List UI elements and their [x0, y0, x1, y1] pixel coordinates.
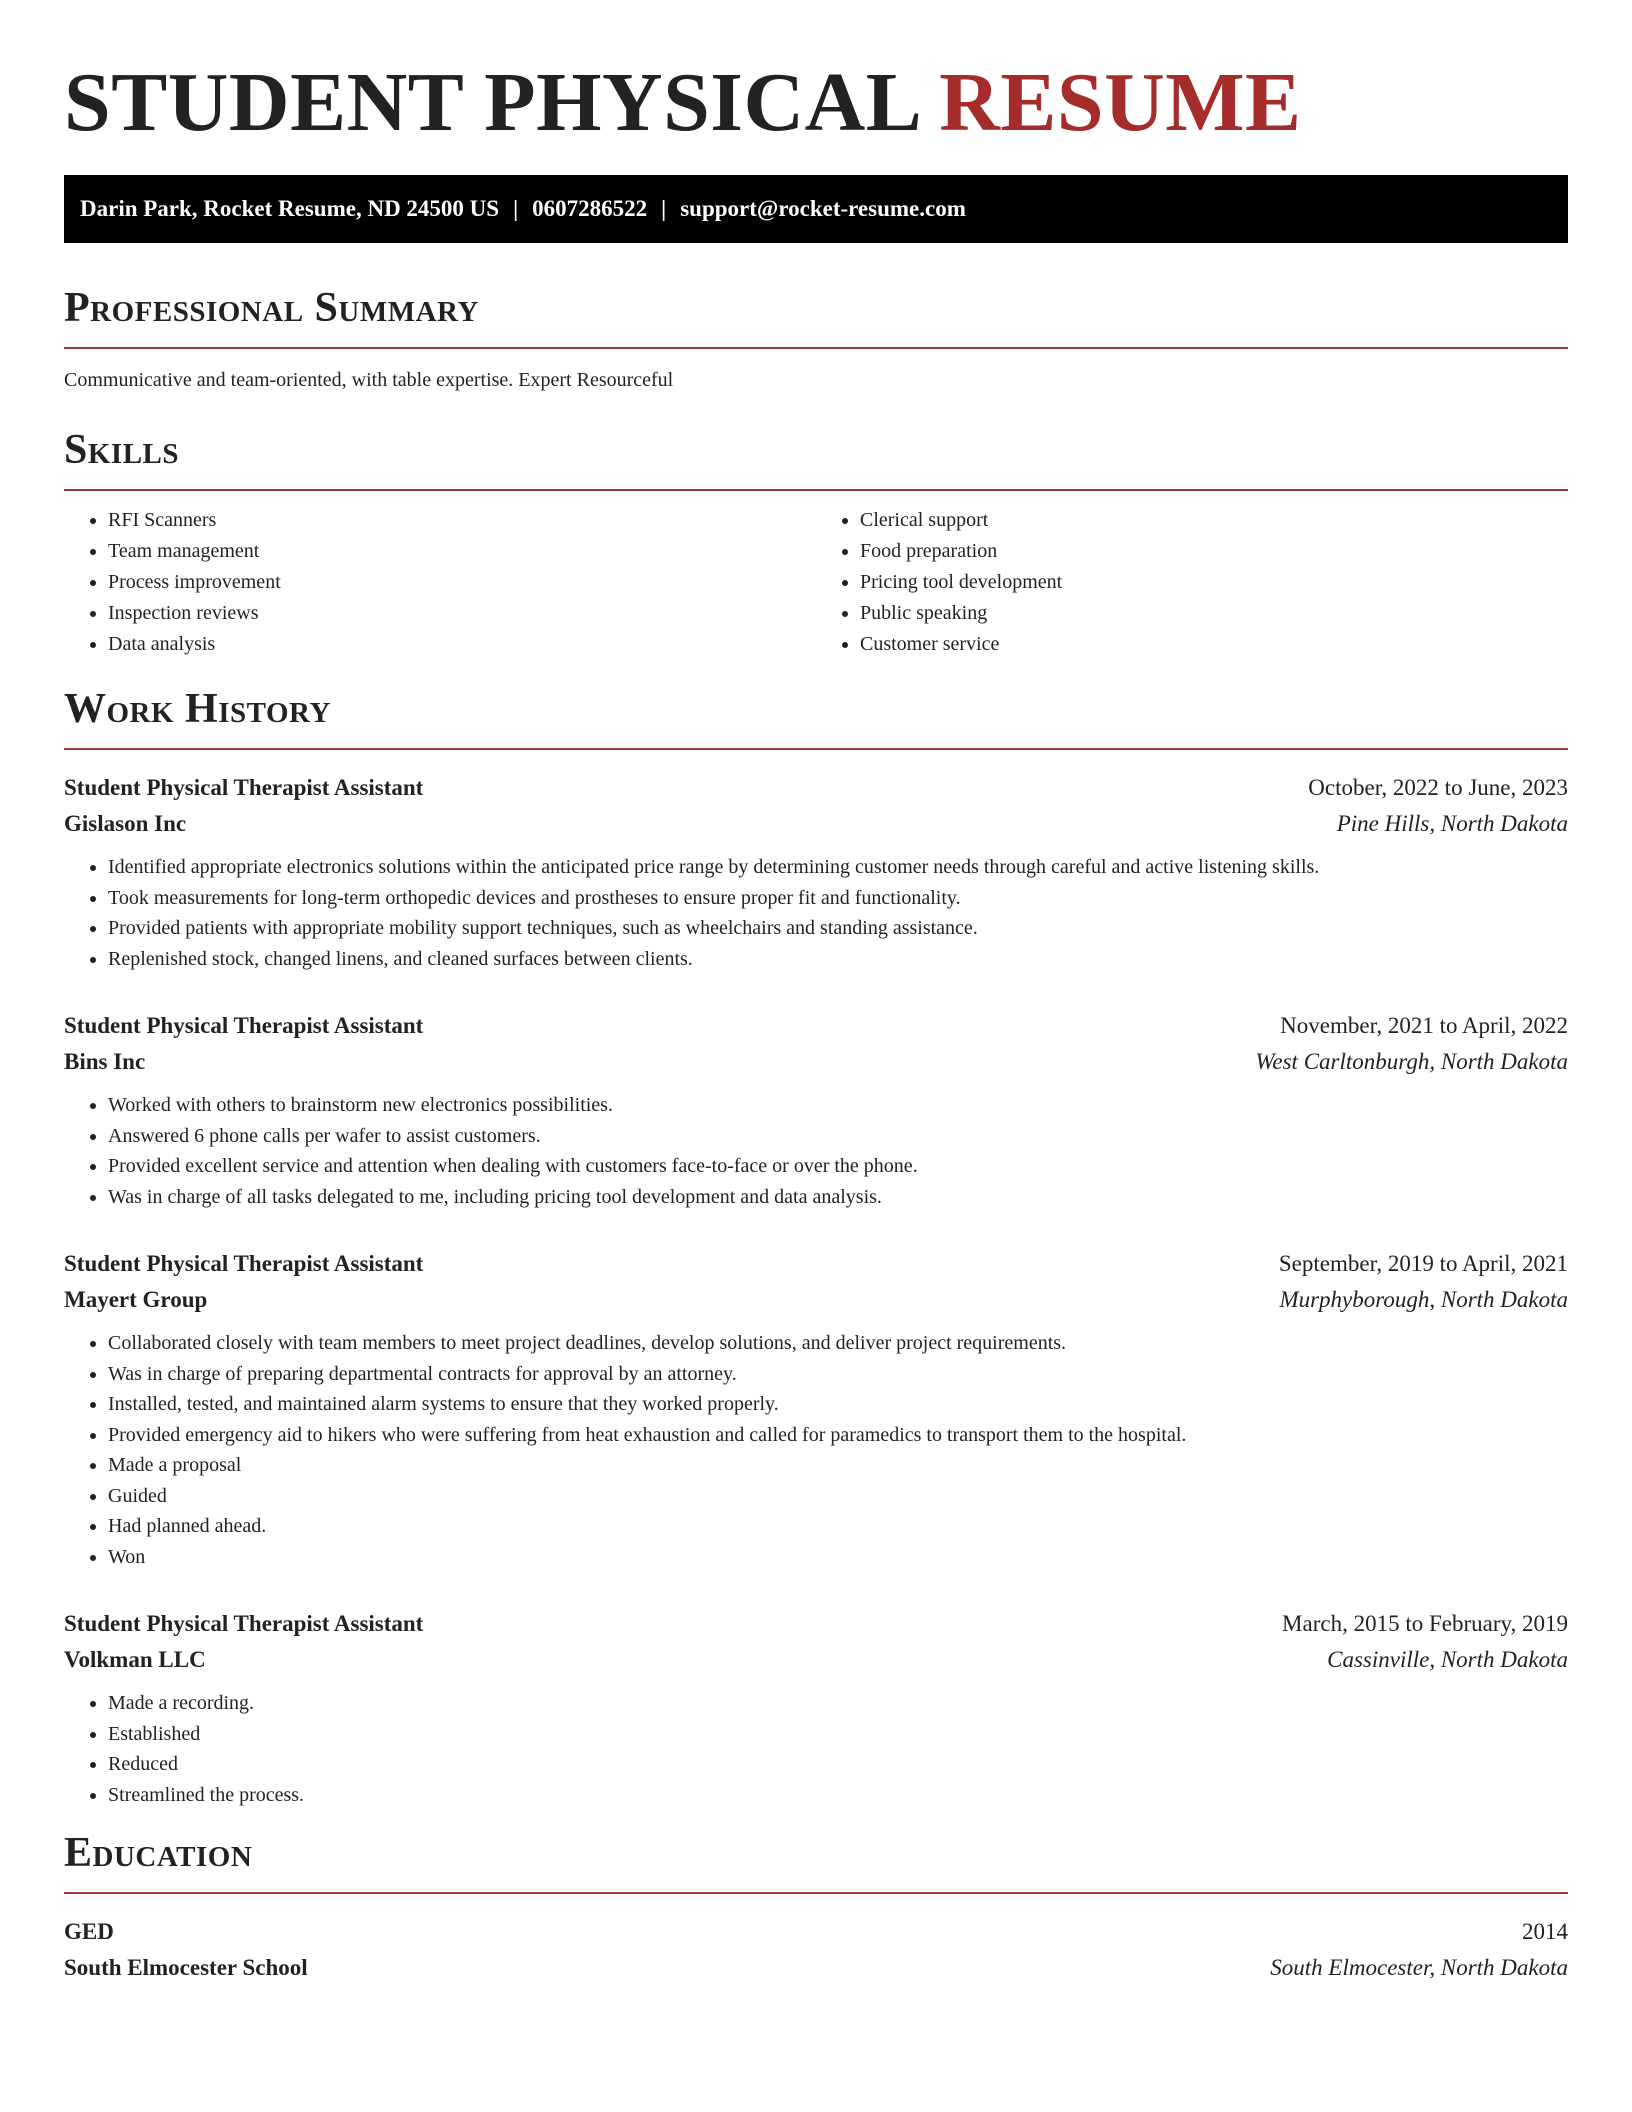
job-entry	[64, 1246, 1568, 1572]
job-location: Cassinville, North Dakota	[1327, 1647, 1568, 1672]
contact-address: Darin Park, Rocket Resume, ND 24500 US	[80, 196, 500, 221]
job-entry	[64, 770, 1568, 974]
job-bullet: • Won	[108, 1542, 1568, 1573]
skills-list-right	[816, 505, 1568, 660]
summary-heading: Professional Summary	[64, 283, 1568, 349]
job-bullet: • Identified appropriate electronics solutions within the anticipated price range by determining customer needs through careful and active listening skills.	[108, 852, 1568, 883]
skill-item: • Food preparation	[860, 536, 1568, 567]
job-bullet: • Made a recording.	[108, 1688, 1568, 1719]
education-location: South Elmocester, North Dakota	[1270, 1955, 1568, 1980]
job-entry	[64, 1606, 1568, 1810]
job-bullets	[64, 1090, 1568, 1212]
job-company: Bins Inc	[64, 1049, 146, 1074]
skill-item: • Data analysis	[108, 629, 816, 660]
job-location: Murphyborough, North Dakota	[1279, 1287, 1568, 1312]
job-bullets	[64, 1688, 1568, 1810]
job-bullet: • Answered 6 phone calls per wafer to assist customers.	[108, 1121, 1568, 1152]
job-bullet: • Guided	[108, 1481, 1568, 1512]
job-bullet: • Had planned ahead.	[108, 1511, 1568, 1542]
education-heading: Education	[64, 1828, 1568, 1894]
education-school: South Elmocester School	[64, 1955, 308, 1980]
job-bullet: • Took measurements for long-term orthopedic devices and prostheses to ensure proper fit and functionality.	[108, 883, 1568, 914]
work-heading: Work History	[64, 684, 1568, 750]
job-bullet: • Provided emergency aid to hikers who were suffering from heat exhaustion and called for paramedics to transport them to the hospital.	[108, 1420, 1568, 1451]
resume-title	[64, 0, 1568, 149]
contact-separator: |	[661, 196, 667, 221]
skill-item: • Process improvement	[108, 567, 816, 598]
job-bullet: • Made a proposal	[108, 1450, 1568, 1481]
job-dates: March, 2015 to February, 2019	[1282, 1611, 1568, 1636]
contact-phone: 0607286522	[532, 196, 648, 221]
job-bullet: • Provided patients with appropriate mobility support techniques, such as wheelchairs and standing assistance.	[108, 913, 1568, 944]
contact-bar	[64, 175, 1568, 243]
skill-item: • Inspection reviews	[108, 598, 816, 629]
skill-item: • Clerical support	[860, 505, 1568, 536]
job-title: Student Physical Therapist Assistant	[64, 1013, 424, 1038]
job-location: West Carltonburgh, North Dakota	[1255, 1049, 1568, 1074]
title-main: STUDENT PHYSICAL	[64, 56, 918, 149]
job-bullet: • Collaborated closely with team members to meet project deadlines, develop solutions, and deliver project requirements.	[108, 1328, 1568, 1359]
job-company: Gislason Inc	[64, 811, 187, 836]
summary-section	[64, 283, 1568, 395]
work-section	[64, 684, 1568, 1810]
education-year: 2014	[1522, 1919, 1568, 1944]
skill-item: • Pricing tool development	[860, 567, 1568, 598]
job-bullets	[64, 1328, 1568, 1572]
job-bullet: • Worked with others to brainstorm new electronics possibilities.	[108, 1090, 1568, 1121]
skill-item: • Team management	[108, 536, 816, 567]
job-company: Mayert Group	[64, 1287, 208, 1312]
job-bullets	[64, 852, 1568, 974]
job-company: Volkman LLC	[64, 1647, 206, 1672]
job-dates: September, 2019 to April, 2021	[1278, 1251, 1568, 1276]
title-accent: RESUME	[939, 56, 1302, 149]
job-entry	[64, 1008, 1568, 1212]
job-location: Pine Hills, North Dakota	[1336, 811, 1568, 836]
education-entry	[64, 1914, 1568, 1986]
skill-item: • Public speaking	[860, 598, 1568, 629]
job-bullet: • Installed, tested, and maintained alarm systems to ensure that they worked properly.	[108, 1389, 1568, 1420]
job-bullet: • Established	[108, 1719, 1568, 1750]
job-title: Student Physical Therapist Assistant	[64, 1611, 424, 1636]
contact-separator: |	[513, 196, 519, 221]
skills-section	[64, 425, 1568, 660]
job-bullet: • Replenished stock, changed linens, and cleaned surfaces between clients.	[108, 944, 1568, 975]
skills-heading: Skills	[64, 425, 1568, 491]
job-title: Student Physical Therapist Assistant	[64, 775, 424, 800]
education-section	[64, 1828, 1568, 1986]
job-bullet: • Was in charge of preparing departmental contracts for approval by an attorney.	[108, 1359, 1568, 1390]
job-bullet: • Was in charge of all tasks delegated to me, including pricing tool development and data analysis.	[108, 1182, 1568, 1213]
skills-list-left	[64, 505, 816, 660]
job-title: Student Physical Therapist Assistant	[64, 1251, 424, 1276]
summary-text: Communicative and team-oriented, with table expertise. Expert Resourceful	[64, 369, 674, 391]
skills-columns	[64, 505, 1568, 660]
job-bullet: • Reduced	[108, 1749, 1568, 1780]
skill-item: • Customer service	[860, 629, 1568, 660]
skill-item: • RFI Scanners	[108, 505, 816, 536]
contact-email: support@rocket-resume.com	[680, 196, 966, 221]
education-degree: GED	[64, 1919, 114, 1944]
job-dates: November, 2021 to April, 2022	[1280, 1013, 1568, 1038]
job-dates: October, 2022 to June, 2023	[1308, 775, 1568, 800]
job-bullet: • Provided excellent service and attention when dealing with customers face-to-face or over the phone.	[108, 1151, 1568, 1182]
job-bullet: • Streamlined the process.	[108, 1780, 1568, 1811]
